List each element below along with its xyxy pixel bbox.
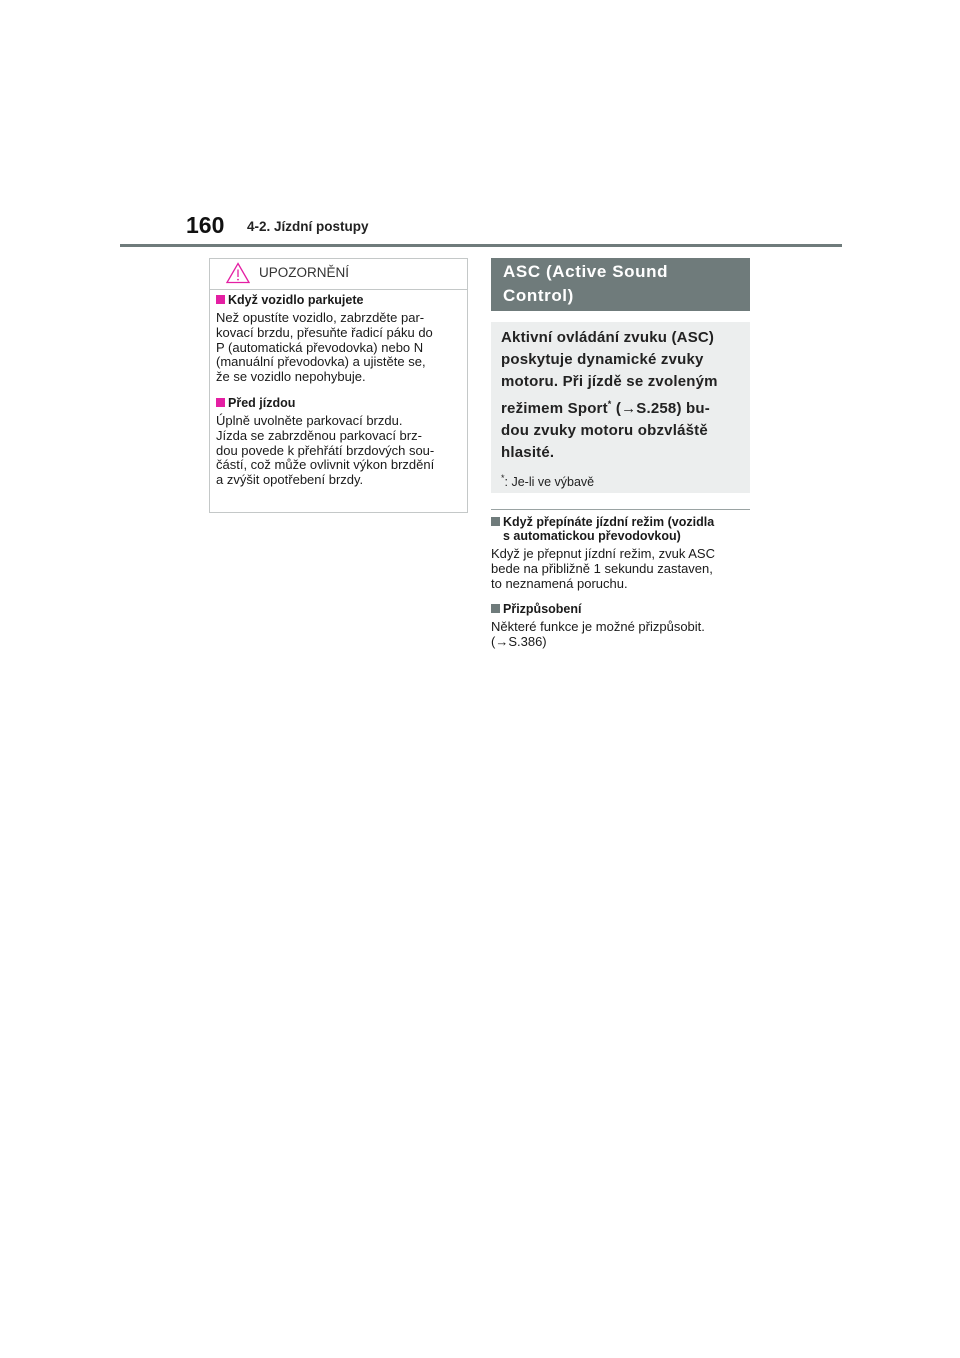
page-reference-link[interactable]: (→S.258) bu- — [611, 400, 710, 417]
caution-subhead-parking — [216, 293, 461, 307]
note-subhead-line: Když přepínáte jízdní režim (vozidla — [503, 515, 715, 529]
asc-title-line: Control) — [503, 285, 574, 305]
intro-line: motoru. Při jízdě se zvoleným — [501, 373, 718, 390]
footnote-marker: * — [501, 473, 505, 483]
intro-text-part: režimem Sport — [501, 400, 608, 417]
intro-line — [501, 393, 740, 420]
intro-line: poskytuje dynamické zvuky — [501, 351, 704, 368]
note-subhead-line: Přizpůsobení — [503, 602, 582, 617]
caution-subhead-before-driving — [216, 396, 461, 410]
caution-paragraph-before-driving: Úplně uvolněte parkovací brzdu. Jízda se zabrzděnou parkovací brz- dou povede k přehřátí brzdových sou- částí, což může ovlivnit výkon brzdění a zvýšit opotřebení brzdy. — [216, 412, 435, 488]
right-notes — [491, 515, 753, 661]
note-paragraph-drive-mode: Když je přepnut jízdní režim, zvuk ASC bede na přibližně 1 sekundu zastaven, to neznamená poruchu. — [491, 546, 715, 591]
asc-title-line: ASC (Active Sound — [503, 262, 669, 281]
caution-label: UPOZORNĚNÍ — [259, 265, 350, 280]
bullet-square-icon — [491, 517, 500, 526]
footnote — [501, 473, 740, 489]
caution-subhead-text: Před jízdou — [228, 395, 296, 410]
bullet-square-icon — [491, 604, 500, 613]
caution-subhead-text: Když vozidlo parkujete — [228, 293, 364, 307]
intro-text — [501, 327, 740, 464]
caution-box — [209, 258, 468, 513]
header-rule — [120, 244, 842, 247]
caution-body — [210, 290, 467, 488]
note-subhead-drive-mode — [491, 515, 753, 543]
caution-header — [210, 259, 467, 290]
caution-paragraph-parking: Než opustíte vozidlo, zabrzděte par- kovací brzdu, přesuňte řadicí páku do P (automatická převodovka) nebo N (manuální převodovka) a ujistěte se, že se vozidlo nepohybuje. — [216, 310, 433, 385]
bullet-square-icon — [216, 295, 225, 304]
intro-line: hlasité. — [501, 444, 555, 461]
note-subhead-line: s automatickou převodovkou) — [503, 529, 681, 543]
footnote-marker: * — [607, 399, 612, 409]
note-subhead-customization — [491, 602, 753, 616]
page-number: 160 — [186, 212, 225, 238]
footnote-text: : Je-li ve výbavě — [504, 475, 595, 490]
bullet-square-icon — [216, 398, 225, 407]
right-divider — [491, 509, 750, 510]
asc-intro-box — [491, 322, 750, 493]
warning-triangle-icon — [226, 262, 250, 284]
note-paragraph-customization: Některé funkce je možné přizpůsobit. (→S.386) — [491, 619, 705, 650]
intro-line: dou zvuky motoru obzvláště — [501, 422, 708, 439]
intro-line: Aktivní ovládání zvuku (ASC) — [501, 329, 715, 346]
section-title: 4-2. Jízdní postupy — [247, 219, 369, 234]
asc-section-banner — [491, 258, 750, 311]
